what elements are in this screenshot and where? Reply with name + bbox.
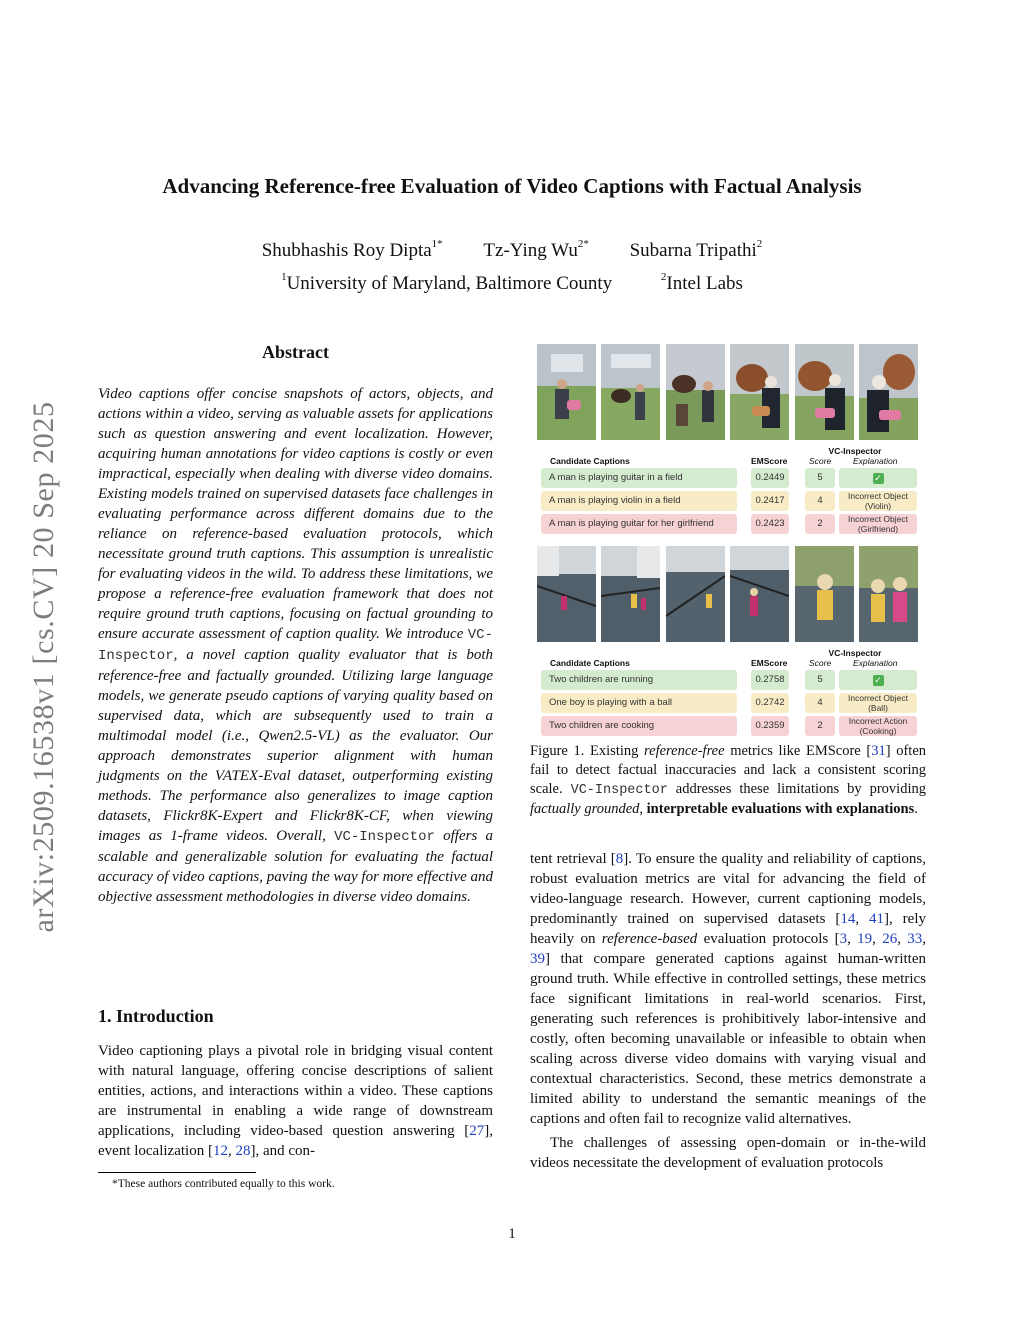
caption-cell: A man is playing guitar for her girlfriend [541, 514, 737, 534]
caption-cell: A man is playing guitar in a field [541, 468, 737, 488]
figure-1 [537, 344, 918, 736]
citation-link[interactable]: 3 [839, 931, 848, 947]
method-name: VC-Inspector [570, 783, 668, 798]
check-icon: ✓ [874, 674, 882, 685]
citation-link[interactable]: 33 [907, 931, 923, 947]
col-score: Score [809, 658, 832, 668]
citation-link[interactable]: 19 [857, 931, 873, 947]
table-row [537, 491, 918, 511]
citation-link[interactable]: 27 [469, 1123, 485, 1139]
table-row [537, 716, 918, 736]
citation-link[interactable]: 26 [882, 931, 898, 947]
affiliation-list [0, 273, 1024, 295]
abstract-body: Video captions offer concise snapshots of actors, objects, and actions within a video, serving as valuable assets for applications such as question answering and event localization. However, acquiring human annotations for video captions is costly or even impractical, especially when dealing with diverse video domains. Existing models trained on supervised datasets face challenges in evaluating performance across different domains due to the reliance on reference-based evaluation protocols, which necessitate ground truth captions. This assumption is unrealistic for evaluating videos in the wild. To address these limitations, we propose a reference-free evaluation framework that does not require ground truth captions, focusing on factual grounding to ensure accurate assessment of caption quality. We introduce VC-Inspector, a novel caption quality evaluator that is both reference-free and factually grounded. Utilizing large language models, we generate pseudo captions of varying quality based on supervised data, which are subsequently used to train a multimodal model (i.e., Qwen2.5-VL) as the evaluator. Our approach demonstrates superior alignment with human judgments on the VATEX-Eval dataset, outperforming existing methods. The performance also generalizes to image caption datasets, Flickr8K-Expert and Flickr8K-CF, when viewing images as 1-frame videos. Overall, VC-Inspector offers a scalable and generalizable solution for evaluating the factual accuracy of video captions, paving the way for more effective and objective assessment methodologies in diverse video domains. [98, 386, 493, 905]
author: Subarna Tripathi$^2$ [629, 238, 763, 261]
paper-title: Advancing Reference-free Evaluation of Video Captions with Factual Analysis [162, 174, 862, 198]
col-captions: Candidate Captions [550, 658, 630, 668]
vc-inspector-header: VC-Inspector [828, 446, 882, 456]
table-row [537, 693, 918, 713]
footnote-rule [98, 1172, 256, 1173]
emscore-cell: 0.2742 [751, 693, 789, 713]
video-frame [730, 546, 789, 642]
video-frame [795, 344, 854, 440]
video-frame [537, 344, 596, 440]
citation-link[interactable]: 28 [235, 1143, 251, 1159]
video-frame [601, 344, 660, 440]
score-cell: 4 [805, 693, 835, 713]
score-cell: 4 [805, 491, 835, 511]
col-emscore: EMScore [751, 658, 788, 668]
table-row [537, 468, 918, 488]
video-frame [666, 344, 725, 440]
col-score: Score [809, 456, 832, 466]
score-cell: 2 [805, 716, 835, 736]
video-frame [859, 344, 918, 440]
col-explanation: Explanation [853, 658, 898, 668]
page-number: 1 [508, 1226, 516, 1242]
table-header-row [537, 456, 918, 468]
body-paragraph: The challenges of assessing open-domain or in-the-wild videos necessitate the development of evaluation protocols [530, 1135, 926, 1171]
citation-link[interactable]: 8 [615, 851, 624, 867]
video-frame [730, 344, 789, 440]
vc-inspector-header: VC-Inspector [828, 648, 882, 658]
score-cell: 5 [805, 670, 835, 690]
caption-cell: Two children are running [541, 670, 737, 690]
caption-cell: Two children are cooking [541, 716, 737, 736]
method-name: VC-Inspector [334, 829, 435, 845]
video-frame [859, 546, 918, 642]
citation-link[interactable]: 12 [212, 1143, 228, 1159]
col-explanation: Explanation [853, 456, 898, 466]
col-captions: Candidate Captions [550, 456, 630, 466]
explanation-cell: Incorrect Action (Cooking) [839, 716, 917, 736]
footnote: *These authors contributed equally to this work. [112, 1178, 335, 1190]
explanation-cell: Incorrect Object (Violin) [839, 491, 917, 511]
citation-link[interactable]: 31 [871, 743, 886, 759]
citation-link[interactable]: 14 [840, 911, 856, 927]
video-frames-bottom [537, 546, 918, 642]
check-icon: ✓ [874, 472, 882, 483]
table-row [537, 514, 918, 534]
score-cell: 2 [805, 514, 835, 534]
emscore-cell: 0.2417 [751, 491, 789, 511]
author-list [0, 240, 1024, 262]
video-frame [601, 546, 660, 642]
method-name: VC-Inspector [98, 627, 493, 664]
table-header-row [537, 658, 918, 670]
body-paragraph: tent retrieval [8]. To ensure the quality and reliability of captions, robust evaluation metrics are vital for advancing the field of video-language research. However, current captioning models, predominantly trained on supervised datasets [14, 41], rely heavily on reference-based evaluation protocols [3, 19, 26, 33, 39] that compare generated captions against human-written ground truth. While effective in controlled settings, these metrics face significant limitations in real-world scenarios. First, generating such references is prohibitively labor-intensive and costly, often becoming unavailable or infeasible to obtain when scaling across diverse video domains with varying visual and contextual characteristics. Second, these metrics demonstrate a limited ability to understand the semantic meanings of the captions and often fail to recognize valid alternatives. [530, 851, 927, 1127]
section-heading: 1. Introduction [98, 1006, 214, 1026]
explanation-cell: Incorrect Object (Girlfriend) [839, 514, 917, 534]
explanation-cell: Incorrect Object (Ball) [839, 693, 917, 713]
intro-paragraph: Video captioning plays a pivotal role in bridging visual content with natural language, offering concise descriptions of salient entities, actions, and interactions within a video. These captions are instrumental in enabling a wide range of downstream applications, including video-based question answering [27], event localization [12, 28], and con- [98, 1043, 493, 1159]
caption-cell: One boy is playing with a ball [541, 693, 737, 713]
emscore-cell: 0.2449 [751, 468, 789, 488]
abstract-heading: Abstract [262, 342, 329, 362]
emscore-cell: 0.2758 [751, 670, 789, 690]
emscore-cell: 0.2359 [751, 716, 789, 736]
score-cell: 5 [805, 468, 835, 488]
explanation-cell [839, 670, 917, 690]
figure-caption: Figure 1. Existing reference-free metrics like EMScore [31] often fail to detect factual inaccuracies and lack a consistent scoring scale. VC-Inspector addresses these limitations by providing factually grounded, interpretable evaluations with explanations. [530, 743, 926, 817]
video-frames-top [537, 344, 918, 440]
video-frame [666, 546, 725, 642]
right-column-text [530, 849, 926, 1173]
citation-link[interactable]: 39 [530, 951, 545, 967]
citation-link[interactable]: 41 [869, 911, 885, 927]
author: Tz-Ying $Wu^{2*}$ [483, 238, 589, 261]
emscore-cell: 0.2423 [751, 514, 789, 534]
caption-cell: A man is playing violin in a field [541, 491, 737, 511]
author: Shubhashis Roy Dipta$^{1*}$ [261, 238, 443, 261]
video-frame [795, 546, 854, 642]
table-row [537, 670, 918, 690]
affiliation: $^2$Intel Labs [660, 271, 743, 294]
video-frame [537, 546, 596, 642]
col-emscore: EMScore [751, 456, 788, 466]
explanation-cell [839, 468, 917, 488]
affiliation: $^1$University of Maryland, Baltimore County [281, 271, 613, 294]
arxiv-watermark: arXiv:2509.16538v1 [cs.CV] 20 Sep 2025 [27, 401, 60, 933]
